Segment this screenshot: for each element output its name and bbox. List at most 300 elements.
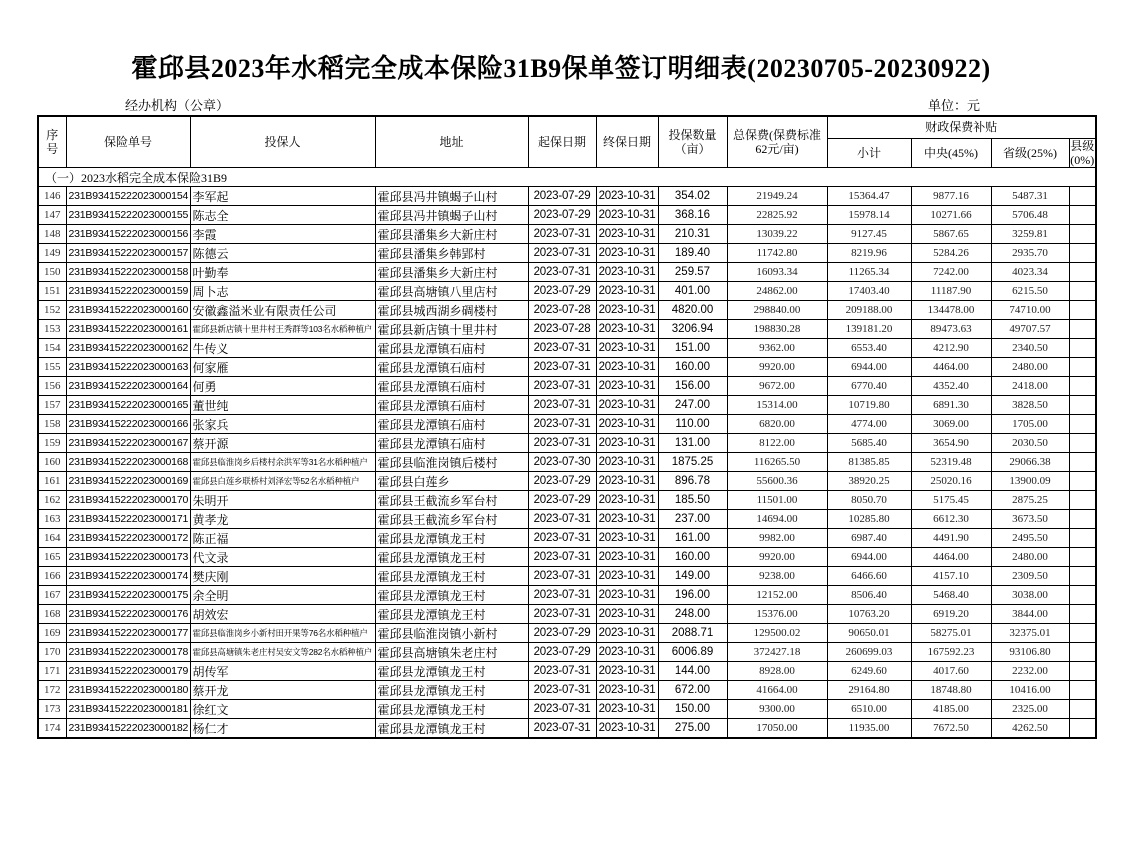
cell-quantity: 4820.00 <box>658 301 727 320</box>
cell-no: 169 <box>38 624 66 643</box>
cell-end-date: 2023-10-31 <box>596 225 658 244</box>
cell-subsidy-subtotal: 10763.20 <box>827 605 911 624</box>
cell-start-date: 2023-07-31 <box>528 567 596 586</box>
cell-insured: 霍邱县高塘镇朱老庄村吴安文等282名水稻种植户 <box>190 643 375 662</box>
cell-total-premium: 9982.00 <box>727 529 827 548</box>
cell-end-date: 2023-10-31 <box>596 206 658 225</box>
cell-total-premium: 11742.80 <box>727 244 827 263</box>
cell-subsidy-subtotal: 8506.40 <box>827 586 911 605</box>
cell-subsidy-subtotal: 139181.20 <box>827 320 911 339</box>
cell-start-date: 2023-07-29 <box>528 624 596 643</box>
cell-subsidy-county <box>1069 624 1096 643</box>
header-subsidy-group: 财政保费补贴 <box>827 116 1096 138</box>
cell-no: 168 <box>38 605 66 624</box>
cell-policy-number: 231B93415222023000174 <box>66 567 190 586</box>
cell-subsidy-county <box>1069 643 1096 662</box>
cell-total-premium: 14694.00 <box>727 510 827 529</box>
cell-no: 171 <box>38 662 66 681</box>
cell-policy-number: 231B93415222023000171 <box>66 510 190 529</box>
cell-address: 霍邱县高塘镇八里店村 <box>375 282 528 301</box>
cell-quantity: 144.00 <box>658 662 727 681</box>
cell-total-premium: 12152.00 <box>727 586 827 605</box>
cell-end-date: 2023-10-31 <box>596 339 658 358</box>
cell-start-date: 2023-07-31 <box>528 586 596 605</box>
table-row <box>38 339 1096 358</box>
cell-end-date: 2023-10-31 <box>596 548 658 567</box>
cell-subsidy-county <box>1069 719 1096 738</box>
cell-no: 158 <box>38 415 66 434</box>
cell-start-date: 2023-07-31 <box>528 510 596 529</box>
cell-total-premium: 16093.34 <box>727 263 827 282</box>
cell-subsidy-provincial: 3259.81 <box>991 225 1069 244</box>
cell-subsidy-provincial: 49707.57 <box>991 320 1069 339</box>
cell-total-premium: 9238.00 <box>727 567 827 586</box>
cell-quantity: 2088.71 <box>658 624 727 643</box>
cell-policy-number: 231B93415222023000173 <box>66 548 190 567</box>
table-row <box>38 434 1096 453</box>
cell-subsidy-central: 4352.40 <box>911 377 991 396</box>
unit-label: 单位：元 <box>928 98 981 113</box>
cell-address: 霍邱县龙潭镇石庙村 <box>375 339 528 358</box>
cell-subsidy-subtotal: 6944.00 <box>827 548 911 567</box>
cell-quantity: 110.00 <box>658 415 727 434</box>
cell-policy-number: 231B93415222023000170 <box>66 491 190 510</box>
cell-end-date: 2023-10-31 <box>596 472 658 491</box>
table-row <box>38 700 1096 719</box>
cell-quantity: 131.00 <box>658 434 727 453</box>
cell-end-date: 2023-10-31 <box>596 605 658 624</box>
cell-end-date: 2023-10-31 <box>596 301 658 320</box>
cell-subsidy-provincial: 6215.50 <box>991 282 1069 301</box>
cell-subsidy-subtotal: 6987.40 <box>827 529 911 548</box>
cell-subsidy-central: 4491.90 <box>911 529 991 548</box>
table-row <box>38 681 1096 700</box>
cell-subsidy-county <box>1069 282 1096 301</box>
table-row <box>38 719 1096 738</box>
cell-subsidy-county <box>1069 662 1096 681</box>
cell-no: 170 <box>38 643 66 662</box>
cell-subsidy-central: 3069.00 <box>911 415 991 434</box>
table-row <box>38 358 1096 377</box>
cell-subsidy-subtotal: 6553.40 <box>827 339 911 358</box>
page-title: 霍邱县2023年水稻完全成本保险31B9保单签订明细表(20230705-20230922) <box>131 54 991 83</box>
cell-subsidy-subtotal: 8050.70 <box>827 491 911 510</box>
cell-subsidy-county <box>1069 700 1096 719</box>
cell-end-date: 2023-10-31 <box>596 510 658 529</box>
cell-policy-number: 231B93415222023000179 <box>66 662 190 681</box>
cell-insured: 樊庆刚 <box>190 567 375 586</box>
cell-no: 152 <box>38 301 66 320</box>
cell-subsidy-provincial: 2495.50 <box>991 529 1069 548</box>
cell-subsidy-county <box>1069 491 1096 510</box>
table-caption-row <box>0 93 1122 115</box>
cell-quantity: 149.00 <box>658 567 727 586</box>
cell-subsidy-provincial: 1705.00 <box>991 415 1069 434</box>
cell-no: 157 <box>38 396 66 415</box>
cell-insured: 李霞 <box>190 225 375 244</box>
cell-start-date: 2023-07-31 <box>528 700 596 719</box>
cell-quantity: 151.00 <box>658 339 727 358</box>
cell-total-premium: 9672.00 <box>727 377 827 396</box>
cell-policy-number: 231B93415222023000169 <box>66 472 190 491</box>
cell-subsidy-county <box>1069 320 1096 339</box>
header-quantity: 投保数量（亩） <box>658 116 727 168</box>
cell-start-date: 2023-07-29 <box>528 472 596 491</box>
cell-address: 霍邱县龙潭镇龙王村 <box>375 567 528 586</box>
cell-end-date: 2023-10-31 <box>596 491 658 510</box>
cell-policy-number: 231B93415222023000156 <box>66 225 190 244</box>
cell-subsidy-central: 6919.20 <box>911 605 991 624</box>
cell-subsidy-subtotal: 38920.25 <box>827 472 911 491</box>
cell-end-date: 2023-10-31 <box>596 529 658 548</box>
cell-total-premium: 116265.50 <box>727 453 827 472</box>
cell-subsidy-county <box>1069 206 1096 225</box>
cell-insured: 胡传军 <box>190 662 375 681</box>
cell-subsidy-subtotal: 6770.40 <box>827 377 911 396</box>
cell-subsidy-central: 7242.00 <box>911 263 991 282</box>
cell-subsidy-county <box>1069 548 1096 567</box>
cell-subsidy-provincial: 2232.00 <box>991 662 1069 681</box>
cell-total-premium: 6820.00 <box>727 415 827 434</box>
cell-end-date: 2023-10-31 <box>596 453 658 472</box>
cell-subsidy-subtotal: 6944.00 <box>827 358 911 377</box>
cell-no: 162 <box>38 491 66 510</box>
cell-subsidy-central: 4464.00 <box>911 548 991 567</box>
cell-subsidy-provincial: 10416.00 <box>991 681 1069 700</box>
header-address: 地址 <box>375 116 528 168</box>
cell-subsidy-county <box>1069 605 1096 624</box>
cell-insured: 蔡开龙 <box>190 681 375 700</box>
cell-total-premium: 129500.02 <box>727 624 827 643</box>
cell-policy-number: 231B93415222023000161 <box>66 320 190 339</box>
cell-insured: 周卜志 <box>190 282 375 301</box>
table-row <box>38 244 1096 263</box>
cell-start-date: 2023-07-30 <box>528 453 596 472</box>
cell-insured: 牛传义 <box>190 339 375 358</box>
table-row <box>38 662 1096 681</box>
policy-detail-table <box>37 115 1097 739</box>
cell-start-date: 2023-07-29 <box>528 206 596 225</box>
cell-start-date: 2023-07-31 <box>528 263 596 282</box>
cell-no: 163 <box>38 510 66 529</box>
cell-insured: 陈德云 <box>190 244 375 263</box>
cell-subsidy-subtotal: 4774.00 <box>827 415 911 434</box>
cell-subsidy-county <box>1069 396 1096 415</box>
cell-insured: 霍邱县临淮岗乡小新村田开果等76名水稻种植户 <box>190 624 375 643</box>
cell-address: 霍邱县龙潭镇龙王村 <box>375 700 528 719</box>
cell-total-premium: 9920.00 <box>727 548 827 567</box>
cell-address: 霍邱县龙潭镇龙王村 <box>375 719 528 738</box>
table-row <box>38 605 1096 624</box>
cell-total-premium: 11501.00 <box>727 491 827 510</box>
cell-end-date: 2023-10-31 <box>596 700 658 719</box>
cell-subsidy-central: 4212.90 <box>911 339 991 358</box>
table-row <box>38 624 1096 643</box>
cell-quantity: 248.00 <box>658 605 727 624</box>
table-row <box>38 453 1096 472</box>
cell-subsidy-provincial: 2340.50 <box>991 339 1069 358</box>
cell-subsidy-subtotal: 90650.01 <box>827 624 911 643</box>
cell-quantity: 160.00 <box>658 358 727 377</box>
cell-insured: 代文录 <box>190 548 375 567</box>
cell-address: 霍邱县龙潭镇石庙村 <box>375 358 528 377</box>
cell-subsidy-county <box>1069 301 1096 320</box>
table-row <box>38 225 1096 244</box>
cell-insured: 余全明 <box>190 586 375 605</box>
cell-start-date: 2023-07-29 <box>528 282 596 301</box>
cell-subsidy-central: 4185.00 <box>911 700 991 719</box>
cell-end-date: 2023-10-31 <box>596 396 658 415</box>
cell-address: 霍邱县冯井镇蝎子山村 <box>375 187 528 206</box>
cell-subsidy-central: 89473.63 <box>911 320 991 339</box>
cell-insured: 霍邱县临淮岗乡后楼村余洪军等31名水稻种植户 <box>190 453 375 472</box>
cell-policy-number: 231B93415222023000157 <box>66 244 190 263</box>
table-row <box>38 187 1096 206</box>
table-row <box>38 567 1096 586</box>
cell-quantity: 368.16 <box>658 206 727 225</box>
table-row <box>38 472 1096 491</box>
cell-start-date: 2023-07-31 <box>528 225 596 244</box>
table-row <box>38 377 1096 396</box>
cell-subsidy-provincial: 2309.50 <box>991 567 1069 586</box>
cell-total-premium: 9300.00 <box>727 700 827 719</box>
cell-no: 165 <box>38 548 66 567</box>
cell-subsidy-central: 134478.00 <box>911 301 991 320</box>
cell-quantity: 247.00 <box>658 396 727 415</box>
cell-subsidy-provincial: 3673.50 <box>991 510 1069 529</box>
cell-no: 161 <box>38 472 66 491</box>
cell-total-premium: 24862.00 <box>727 282 827 301</box>
header-end-date: 终保日期 <box>596 116 658 168</box>
cell-insured: 张家兵 <box>190 415 375 434</box>
cell-total-premium: 298840.00 <box>727 301 827 320</box>
cell-total-premium: 41664.00 <box>727 681 827 700</box>
cell-address: 霍邱县白莲乡 <box>375 472 528 491</box>
cell-subsidy-provincial: 74710.00 <box>991 301 1069 320</box>
table-row <box>38 548 1096 567</box>
cell-no: 151 <box>38 282 66 301</box>
cell-total-premium: 55600.36 <box>727 472 827 491</box>
cell-quantity: 1875.25 <box>658 453 727 472</box>
cell-quantity: 6006.89 <box>658 643 727 662</box>
cell-address: 霍邱县龙潭镇龙王村 <box>375 586 528 605</box>
cell-subsidy-county <box>1069 358 1096 377</box>
cell-subsidy-subtotal: 209188.00 <box>827 301 911 320</box>
cell-no: 154 <box>38 339 66 358</box>
cell-no: 172 <box>38 681 66 700</box>
cell-insured: 朱明开 <box>190 491 375 510</box>
cell-policy-number: 231B93415222023000180 <box>66 681 190 700</box>
cell-no: 153 <box>38 320 66 339</box>
section-label: （一）2023水稻完全成本保险31B9 <box>38 168 1096 187</box>
cell-subsidy-central: 7672.50 <box>911 719 991 738</box>
cell-subsidy-central: 5468.40 <box>911 586 991 605</box>
cell-subsidy-county <box>1069 529 1096 548</box>
cell-subsidy-central: 4157.10 <box>911 567 991 586</box>
cell-subsidy-provincial: 2325.00 <box>991 700 1069 719</box>
cell-no: 155 <box>38 358 66 377</box>
section-row <box>38 168 1096 187</box>
cell-subsidy-provincial: 5487.31 <box>991 187 1069 206</box>
table-row <box>38 206 1096 225</box>
cell-subsidy-provincial: 4262.50 <box>991 719 1069 738</box>
cell-insured: 安徽鑫溢米业有限责任公司 <box>190 301 375 320</box>
cell-policy-number: 231B93415222023000181 <box>66 700 190 719</box>
cell-end-date: 2023-10-31 <box>596 415 658 434</box>
cell-no: 146 <box>38 187 66 206</box>
cell-address: 霍邱县潘集乡大新庄村 <box>375 263 528 282</box>
header-subsidy-central: 中央(45%) <box>911 138 991 168</box>
table-row <box>38 643 1096 662</box>
cell-end-date: 2023-10-31 <box>596 263 658 282</box>
cell-start-date: 2023-07-31 <box>528 396 596 415</box>
cell-address: 霍邱县王截流乡军台村 <box>375 510 528 529</box>
cell-end-date: 2023-10-31 <box>596 567 658 586</box>
cell-start-date: 2023-07-28 <box>528 320 596 339</box>
cell-policy-number: 231B93415222023000159 <box>66 282 190 301</box>
cell-address: 霍邱县潘集乡韩郢村 <box>375 244 528 263</box>
cell-subsidy-central: 6891.30 <box>911 396 991 415</box>
cell-policy-number: 231B93415222023000168 <box>66 453 190 472</box>
cell-total-premium: 15376.00 <box>727 605 827 624</box>
cell-end-date: 2023-10-31 <box>596 643 658 662</box>
cell-end-date: 2023-10-31 <box>596 624 658 643</box>
cell-subsidy-central: 5867.65 <box>911 225 991 244</box>
cell-quantity: 210.31 <box>658 225 727 244</box>
cell-subsidy-provincial: 5706.48 <box>991 206 1069 225</box>
cell-total-premium: 17050.00 <box>727 719 827 738</box>
cell-total-premium: 8122.00 <box>727 434 827 453</box>
cell-subsidy-county <box>1069 377 1096 396</box>
cell-start-date: 2023-07-31 <box>528 719 596 738</box>
cell-subsidy-central: 25020.16 <box>911 472 991 491</box>
cell-start-date: 2023-07-31 <box>528 662 596 681</box>
header-policy-number: 保险单号 <box>66 116 190 168</box>
cell-subsidy-central: 10271.66 <box>911 206 991 225</box>
cell-insured: 陈正福 <box>190 529 375 548</box>
cell-subsidy-subtotal: 8219.96 <box>827 244 911 263</box>
cell-address: 霍邱县龙潭镇龙王村 <box>375 605 528 624</box>
cell-subsidy-county <box>1069 434 1096 453</box>
cell-start-date: 2023-07-31 <box>528 605 596 624</box>
cell-insured: 何勇 <box>190 377 375 396</box>
header-subsidy-county: 县级(0%) <box>1070 138 1095 167</box>
cell-end-date: 2023-10-31 <box>596 282 658 301</box>
cell-start-date: 2023-07-31 <box>528 358 596 377</box>
cell-no: 167 <box>38 586 66 605</box>
cell-subsidy-subtotal: 17403.40 <box>827 282 911 301</box>
cell-end-date: 2023-10-31 <box>596 320 658 339</box>
cell-policy-number: 231B93415222023000158 <box>66 263 190 282</box>
cell-end-date: 2023-10-31 <box>596 434 658 453</box>
cell-insured: 胡效宏 <box>190 605 375 624</box>
cell-subsidy-subtotal: 6466.60 <box>827 567 911 586</box>
cell-total-premium: 9920.00 <box>727 358 827 377</box>
cell-policy-number: 231B93415222023000167 <box>66 434 190 453</box>
cell-subsidy-county <box>1069 187 1096 206</box>
cell-total-premium: 13039.22 <box>727 225 827 244</box>
cell-quantity: 401.00 <box>658 282 727 301</box>
cell-policy-number: 231B93415222023000166 <box>66 415 190 434</box>
cell-start-date: 2023-07-29 <box>528 643 596 662</box>
cell-start-date: 2023-07-31 <box>528 681 596 700</box>
cell-subsidy-county <box>1069 263 1096 282</box>
cell-subsidy-county <box>1069 567 1096 586</box>
cell-subsidy-central: 6612.30 <box>911 510 991 529</box>
cell-policy-number: 231B93415222023000177 <box>66 624 190 643</box>
cell-subsidy-provincial: 3828.50 <box>991 396 1069 415</box>
cell-address: 霍邱县临淮岗镇后楼村 <box>375 453 528 472</box>
cell-no: 173 <box>38 700 66 719</box>
cell-total-premium: 8928.00 <box>727 662 827 681</box>
cell-start-date: 2023-07-31 <box>528 548 596 567</box>
cell-quantity: 896.78 <box>658 472 727 491</box>
cell-subsidy-county <box>1069 681 1096 700</box>
cell-subsidy-county <box>1069 225 1096 244</box>
cell-address: 霍邱县龙潭镇龙王村 <box>375 529 528 548</box>
table-row <box>38 510 1096 529</box>
cell-address: 霍邱县龙潭镇石庙村 <box>375 415 528 434</box>
cell-subsidy-central: 58275.01 <box>911 624 991 643</box>
cell-quantity: 259.57 <box>658 263 727 282</box>
header-start-date: 起保日期 <box>528 116 596 168</box>
cell-subsidy-subtotal: 11935.00 <box>827 719 911 738</box>
cell-quantity: 156.00 <box>658 377 727 396</box>
cell-total-premium: 21949.24 <box>727 187 827 206</box>
cell-subsidy-central: 167592.23 <box>911 643 991 662</box>
cell-quantity: 189.40 <box>658 244 727 263</box>
cell-subsidy-subtotal: 10285.80 <box>827 510 911 529</box>
cell-no: 148 <box>38 225 66 244</box>
cell-subsidy-central: 5175.45 <box>911 491 991 510</box>
cell-policy-number: 231B93415222023000165 <box>66 396 190 415</box>
cell-insured: 杨仁才 <box>190 719 375 738</box>
cell-subsidy-county <box>1069 453 1096 472</box>
cell-address: 霍邱县临淮岗镇小新村 <box>375 624 528 643</box>
cell-policy-number: 231B93415222023000178 <box>66 643 190 662</box>
cell-subsidy-provincial: 2418.00 <box>991 377 1069 396</box>
header-subsidy-subtotal: 小计 <box>827 138 911 168</box>
cell-subsidy-central: 18748.80 <box>911 681 991 700</box>
cell-subsidy-central: 5284.26 <box>911 244 991 263</box>
cell-subsidy-provincial: 3038.00 <box>991 586 1069 605</box>
table-row <box>38 320 1096 339</box>
cell-subsidy-provincial: 93106.80 <box>991 643 1069 662</box>
cell-address: 霍邱县龙潭镇龙王村 <box>375 681 528 700</box>
cell-quantity: 160.00 <box>658 548 727 567</box>
cell-subsidy-provincial: 4023.34 <box>991 263 1069 282</box>
cell-no: 160 <box>38 453 66 472</box>
cell-policy-number: 231B93415222023000176 <box>66 605 190 624</box>
cell-no: 147 <box>38 206 66 225</box>
cell-address: 霍邱县冯井镇蝎子山村 <box>375 206 528 225</box>
cell-quantity: 672.00 <box>658 681 727 700</box>
cell-subsidy-central: 4464.00 <box>911 358 991 377</box>
table-row <box>38 415 1096 434</box>
cell-address: 霍邱县潘集乡大新庄村 <box>375 225 528 244</box>
header-premium: 总保费(保费标准62元/亩) <box>727 116 827 168</box>
header-insured: 投保人 <box>190 116 375 168</box>
cell-subsidy-central: 4017.60 <box>911 662 991 681</box>
cell-start-date: 2023-07-31 <box>528 434 596 453</box>
cell-quantity: 3206.94 <box>658 320 727 339</box>
cell-subsidy-county <box>1069 510 1096 529</box>
cell-subsidy-county <box>1069 339 1096 358</box>
cell-start-date: 2023-07-28 <box>528 301 596 320</box>
cell-policy-number: 231B93415222023000162 <box>66 339 190 358</box>
cell-total-premium: 9362.00 <box>727 339 827 358</box>
cell-start-date: 2023-07-31 <box>528 377 596 396</box>
